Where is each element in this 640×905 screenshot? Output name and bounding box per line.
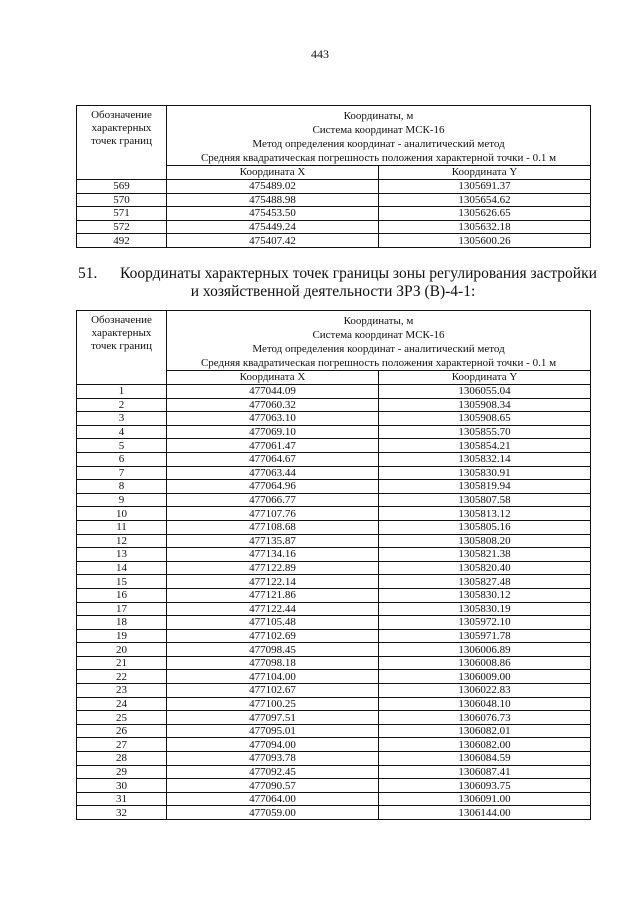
coordinate-x-cell: 477066.77 (167, 493, 379, 507)
coordinate-x-cell: 477064.00 (167, 792, 379, 806)
coordinates-table-1 (76, 105, 591, 248)
coordinate-y-cell: 1305855.70 (379, 425, 591, 439)
point-number-cell: 32 (77, 806, 167, 820)
coordinate-y-cell: 1305821.38 (379, 548, 591, 562)
header-coord-line: Координаты, м (343, 315, 414, 327)
coordinate-y-cell: 1306082.00 (379, 738, 591, 752)
coordinate-x-cell: 477122.89 (167, 561, 379, 575)
coordinate-x-cell: 477098.18 (167, 656, 379, 670)
point-number-cell: 15 (77, 575, 167, 589)
point-number-cell: 492 (77, 234, 167, 248)
point-label-header (77, 106, 167, 180)
coordinate-x-cell: 477097.51 (167, 711, 379, 725)
point-number-cell: 2 (77, 398, 167, 412)
point-number-cell: 11 (77, 520, 167, 534)
coordinate-y-cell: 1305971.78 (379, 629, 591, 643)
header-coord-line: Средняя квадратическая погрешность положения характерной точки - 0.1 м (200, 152, 557, 164)
header-coord-line: Метод определения координат - аналитический метод (252, 343, 505, 355)
coordinate-x-cell: 475489.02 (167, 180, 379, 194)
coordinate-x-cell: 475407.42 (167, 234, 379, 248)
coordinate-x-cell: 475449.24 (167, 220, 379, 234)
coordinate-x-cell: 475488.98 (167, 193, 379, 207)
point-number-cell: 19 (77, 629, 167, 643)
coordinate-y-cell: 1305820.40 (379, 561, 591, 575)
point-number-cell: 3 (77, 412, 167, 426)
point-number-cell: 29 (77, 765, 167, 779)
coordinate-y-cell: 1305808.20 (379, 534, 591, 548)
table-row (77, 711, 591, 725)
table-row (77, 575, 591, 589)
coordinate-x-cell: 477121.86 (167, 588, 379, 602)
coordinate-x-cell: 477093.78 (167, 752, 379, 766)
header-coord-line: Метод определения координат - аналитический метод (252, 138, 505, 150)
point-number-cell: 31 (77, 792, 167, 806)
coordinate-y-cell: 1305807.58 (379, 493, 591, 507)
table-row (77, 629, 591, 643)
coordinate-x-cell: 477064.96 (167, 480, 379, 494)
table-row (77, 561, 591, 575)
table-row (77, 779, 591, 793)
coordinate-x-cell: 477107.76 (167, 507, 379, 521)
header-coord-line: Система координат МСК-16 (312, 124, 445, 136)
coordinates-header (167, 106, 591, 166)
coordinate-x-cell: 477064.67 (167, 452, 379, 466)
coordinate-x-cell: 477100.25 (167, 697, 379, 711)
header-coord-line: Средняя квадратическая погрешность положения характерной точки - 0.1 м (200, 357, 557, 369)
point-label-header (77, 311, 167, 385)
table-row (77, 548, 591, 562)
table-row (77, 765, 591, 779)
coordinate-y-cell: 1305691.37 (379, 180, 591, 194)
point-number-cell: 9 (77, 493, 167, 507)
table-row (77, 234, 591, 248)
table-row (77, 385, 591, 399)
point-number-cell: 6 (77, 452, 167, 466)
table-row (77, 724, 591, 738)
coordinate-x-cell: 477061.47 (167, 439, 379, 453)
point-number-cell: 24 (77, 697, 167, 711)
point-number-cell: 17 (77, 602, 167, 616)
table-row (77, 792, 591, 806)
table-row (77, 684, 591, 698)
point-number-cell: 571 (77, 207, 167, 221)
table-row (77, 806, 591, 820)
header-coord-line: Система координат МСК-16 (312, 329, 445, 341)
coordinate-x-cell: 477105.48 (167, 616, 379, 630)
table-row (77, 752, 591, 766)
point-number-cell: 21 (77, 656, 167, 670)
point-number-cell: 30 (77, 779, 167, 793)
section-title-line-2: и хозяйственной деятельности ЗРЗ (В)-4-1: (190, 283, 476, 300)
table-row (77, 412, 591, 426)
coordinate-y-cell: 1305600.26 (379, 234, 591, 248)
point-number-cell: 27 (77, 738, 167, 752)
coordinate-y-cell: 1305827.48 (379, 575, 591, 589)
coordinate-x-cell: 477095.01 (167, 724, 379, 738)
header-label-line: характерных (91, 122, 152, 134)
table-row (77, 425, 591, 439)
coordinate-y-cell: 1305805.16 (379, 520, 591, 534)
header-coord-line: Координаты, м (343, 110, 414, 122)
table-row (77, 398, 591, 412)
point-number-cell: 18 (77, 616, 167, 630)
table-row (77, 220, 591, 234)
point-number-cell: 12 (77, 534, 167, 548)
header-label-line: точек границ (91, 135, 152, 147)
coordinate-x-cell: 477094.00 (167, 738, 379, 752)
coordinate-y-cell: 1306055.04 (379, 385, 591, 399)
point-number-cell: 570 (77, 193, 167, 207)
header-label-line: Обозначение (91, 314, 152, 326)
coordinate-x-cell: 477122.44 (167, 602, 379, 616)
table-row (77, 602, 591, 616)
point-number-cell: 7 (77, 466, 167, 480)
coordinate-x-cell: 477063.10 (167, 412, 379, 426)
coordinate-x-cell: 477063.44 (167, 466, 379, 480)
coordinate-y-cell: 1305854.21 (379, 439, 591, 453)
coordinate-x-cell: 477090.57 (167, 779, 379, 793)
coordinate-y-cell: 1306144.00 (379, 806, 591, 820)
point-number-cell: 16 (77, 588, 167, 602)
point-number-cell: 569 (77, 180, 167, 194)
coordinate-y-cell: 1305972.10 (379, 616, 591, 630)
point-number-cell: 4 (77, 425, 167, 439)
coordinate-y-cell: 1305832.14 (379, 452, 591, 466)
page-number: 443 (311, 47, 329, 61)
column-header-y: Координата Y (379, 166, 591, 180)
point-number-cell: 26 (77, 724, 167, 738)
coordinate-y-cell: 1306076.73 (379, 711, 591, 725)
point-number-cell: 1 (77, 385, 167, 399)
section-title-line-1: Координаты характерных точек границы зоны регулирования застройки (120, 265, 597, 282)
point-number-cell: 14 (77, 561, 167, 575)
coordinate-x-cell: 477059.00 (167, 806, 379, 820)
table-row (77, 207, 591, 221)
column-header-x: Координата X (167, 166, 379, 180)
table-row (77, 452, 591, 466)
table-row (77, 643, 591, 657)
coordinate-x-cell: 477102.67 (167, 684, 379, 698)
table-row (77, 670, 591, 684)
coordinate-y-cell: 1306093.75 (379, 779, 591, 793)
coordinate-y-cell: 1305632.18 (379, 220, 591, 234)
coordinate-x-cell: 477104.00 (167, 670, 379, 684)
column-header-y: Координата Y (379, 371, 591, 385)
coordinate-y-cell: 1306048.10 (379, 697, 591, 711)
coordinate-y-cell: 1306082.01 (379, 724, 591, 738)
coordinate-y-cell: 1305626.65 (379, 207, 591, 221)
table-header-row (77, 311, 591, 371)
point-number-cell: 572 (77, 220, 167, 234)
table-row (77, 534, 591, 548)
column-header-x: Координата X (167, 371, 379, 385)
coordinate-x-cell: 477108.68 (167, 520, 379, 534)
coordinate-y-cell: 1305830.91 (379, 466, 591, 480)
table-row (77, 180, 591, 194)
point-number-cell: 8 (77, 480, 167, 494)
table-row (77, 656, 591, 670)
coordinate-x-cell: 475453.50 (167, 207, 379, 221)
table-1-body (77, 180, 591, 248)
coordinate-x-cell: 477060.32 (167, 398, 379, 412)
coordinate-x-cell: 477102.69 (167, 629, 379, 643)
table-row (77, 588, 591, 602)
coordinate-y-cell: 1305830.19 (379, 602, 591, 616)
section-number: 51. (78, 265, 98, 282)
coordinate-y-cell: 1305908.34 (379, 398, 591, 412)
point-number-cell: 5 (77, 439, 167, 453)
table-row (77, 738, 591, 752)
point-number-cell: 10 (77, 507, 167, 521)
coordinate-x-cell: 477098.45 (167, 643, 379, 657)
coordinate-x-cell: 477122.14 (167, 575, 379, 589)
table-row (77, 193, 591, 207)
coordinate-x-cell: 477092.45 (167, 765, 379, 779)
table-2-body (77, 385, 591, 820)
coordinate-y-cell: 1306009.00 (379, 670, 591, 684)
table-row (77, 493, 591, 507)
coordinate-y-cell: 1306022.83 (379, 684, 591, 698)
point-number-cell: 22 (77, 670, 167, 684)
table-header-row (77, 106, 591, 166)
table-row (77, 480, 591, 494)
table-row (77, 697, 591, 711)
coordinate-y-cell: 1305654.62 (379, 193, 591, 207)
coordinate-y-cell: 1305830.12 (379, 588, 591, 602)
table-row (77, 439, 591, 453)
point-number-cell: 13 (77, 548, 167, 562)
coordinate-x-cell: 477134.16 (167, 548, 379, 562)
header-label-line: характерных (91, 327, 152, 339)
point-number-cell: 23 (77, 684, 167, 698)
coordinate-y-cell: 1306006.89 (379, 643, 591, 657)
coordinate-x-cell: 477069.10 (167, 425, 379, 439)
coordinate-y-cell: 1306084.59 (379, 752, 591, 766)
coordinate-y-cell: 1306091.00 (379, 792, 591, 806)
coordinates-table-2 (76, 310, 591, 820)
table-row (77, 507, 591, 521)
table-row (77, 520, 591, 534)
table-row (77, 466, 591, 480)
coordinate-x-cell: 477044.09 (167, 385, 379, 399)
coordinate-y-cell: 1305908.65 (379, 412, 591, 426)
table-row (77, 616, 591, 630)
point-number-cell: 25 (77, 711, 167, 725)
coordinate-y-cell: 1305813.12 (379, 507, 591, 521)
point-number-cell: 20 (77, 643, 167, 657)
coordinate-x-cell: 477135.87 (167, 534, 379, 548)
header-label-line: точек границ (91, 340, 152, 352)
coordinate-y-cell: 1306008.86 (379, 656, 591, 670)
coordinate-y-cell: 1306087.41 (379, 765, 591, 779)
coordinates-header (167, 311, 591, 371)
header-label-line: Обозначение (91, 109, 152, 121)
point-number-cell: 28 (77, 752, 167, 766)
coordinate-y-cell: 1305819.94 (379, 480, 591, 494)
